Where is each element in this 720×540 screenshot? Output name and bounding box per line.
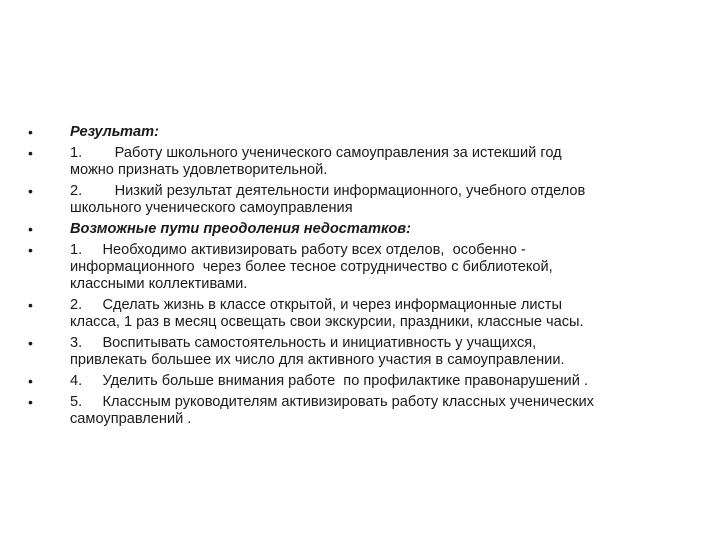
list-item-text [70, 297, 700, 331]
list-item-text [70, 394, 700, 428]
list-item [28, 394, 700, 428]
bullet-dot-icon: • [28, 145, 33, 161]
text-line: 3. Воспитывать самостоятельность и инициативность у учащихся, [70, 335, 537, 351]
list-item [28, 373, 700, 390]
list-item [28, 242, 700, 293]
list-item [28, 124, 700, 141]
text-line: классными коллективами. [70, 276, 248, 292]
bullet-list [28, 124, 700, 432]
list-item-text [70, 373, 700, 390]
text-line: 2. Сделать жизнь в классе открытой, и через информационные листы [70, 297, 562, 313]
text-line: информационного через более тесное сотрудничество с библиотекой, [70, 259, 553, 275]
list-item-text [70, 242, 700, 293]
list-item-text [70, 221, 700, 238]
list-item-text [70, 183, 700, 217]
bullet-dot-icon: • [28, 221, 33, 237]
text-line: Результат: [70, 124, 159, 140]
text-line: 5. Классным руководителям активизировать работу классных ученических [70, 394, 594, 410]
list-item-text [70, 145, 700, 179]
bullet-dot-icon: • [28, 394, 33, 410]
list-item [28, 183, 700, 217]
list-item [28, 221, 700, 238]
text-line: 1. Работу школьного ученического самоуправления за истекший год [70, 145, 562, 161]
text-line: 1. Необходимо активизировать работу всех отделов, особенно - [70, 242, 526, 258]
bullet-dot-icon: • [28, 124, 33, 140]
text-line: 2. Низкий результат деятельности информационного, учебного отделов [70, 183, 586, 199]
text-line: привлекать большее их число для активного участия в самоуправлении. [70, 352, 565, 368]
list-item [28, 297, 700, 331]
list-item-text [70, 124, 700, 141]
list-item [28, 145, 700, 179]
text-line: самоуправлений . [70, 411, 192, 427]
bullet-dot-icon: • [28, 335, 33, 351]
bullet-dot-icon: • [28, 242, 33, 258]
text-line: Возможные пути преодоления недостатков: [70, 221, 411, 237]
bullet-dot-icon: • [28, 297, 33, 313]
bullet-dot-icon: • [28, 183, 33, 199]
text-line: школьного ученического самоуправления [70, 200, 353, 216]
list-item-text [70, 335, 700, 369]
bullet-dot-icon: • [28, 373, 33, 389]
text-line: 4. Уделить больше внимания работе по профилактике правонарушений . [70, 373, 588, 389]
text-line: класса, 1 раз в месяц освещать свои экскурсии, праздники, классные часы. [70, 314, 584, 330]
list-item [28, 335, 700, 369]
text-line: можно признать удовлетворительной. [70, 162, 328, 178]
